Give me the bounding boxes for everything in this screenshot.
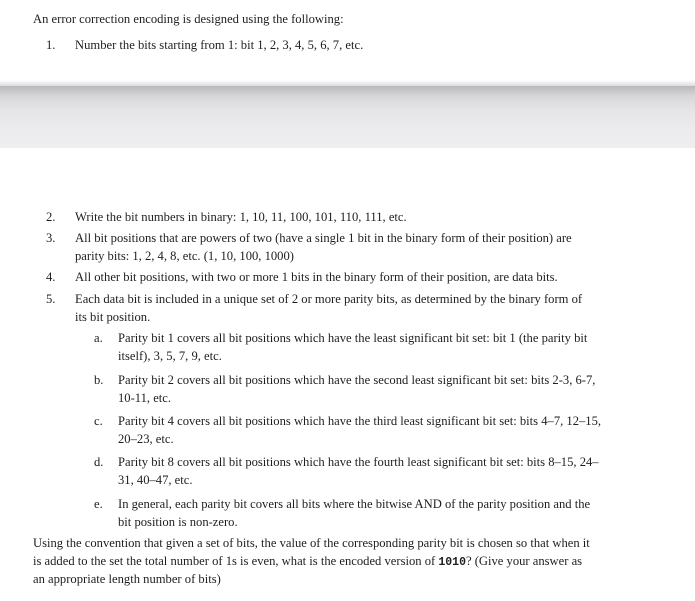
step-3-line-2: parity bits: 1, 2, 4, 8, etc. (1, 10, 100, 1000) [75,249,294,263]
subitem-d-letter: d. [94,455,104,469]
subitem-a-line-2: itself), 3, 5, 7, 9, etc. [118,349,222,363]
subitem-c-letter: c. [94,414,103,428]
subitem-b-line-2: 10-11, etc. [118,391,172,405]
question-line-2 [33,553,582,571]
step-2-text: Write the bit numbers in binary: 1, 10, 11, 100, 101, 110, 111, etc. [75,210,407,224]
question-code: 1010 [438,556,466,569]
subitem-e-line-1: In general, each parity bit covers all bits where the bitwise AND of the parity position and the [118,497,591,511]
step-1-number: 1. [46,38,56,52]
step-4-number: 4. [46,270,56,284]
question-line-3: an appropriate length number of bits) [33,572,221,586]
subitem-e-line-2: bit position is non-zero. [118,515,238,529]
step-5-number: 5. [46,292,56,306]
intro-text: An error correction encoding is designed using the following: [33,12,344,26]
subitem-d-line-1: Parity bit 8 covers all bit positions which have the fourth least significant bit set: bits 8–15, 24– [118,455,599,469]
subitem-a-letter: a. [94,331,103,345]
subitem-c-line-1: Parity bit 4 covers all bit positions which have the third least significant bit set: bits 4–7, 12–15, [118,414,602,428]
subitem-c-line-2: 20–23, etc. [118,432,174,446]
step-1-text: Number the bits starting from 1: bit 1, 2, 3, 4, 5, 6, 7, etc. [75,38,364,52]
subitem-e-letter: e. [94,497,103,511]
subitem-b-line-1: Parity bit 2 covers all bit positions which have the second least significant bit set: bits 2-3, 6-7, [118,373,596,387]
subitem-b-letter: b. [94,373,104,387]
question-line-2-start: is added to the set the total number of 1s is even, what is the encoded version of [33,554,439,568]
step-4-text: All other bit positions, with two or more 1 bits in the binary form of their position, are data bits. [75,270,558,284]
step-5-line-1: Each data bit is included in a unique set of 2 or more parity bits, as determined by the binary form of [75,292,583,306]
question-line-1: Using the convention that given a set of bits, the value of the corresponding parity bit is chosen so that when it [33,536,590,550]
step-2-number: 2. [46,210,56,224]
subitem-d-line-2: 31, 40–47, etc. [118,473,193,487]
screenshot-divider-band [0,86,695,148]
step-5-line-2: its bit position. [75,310,151,324]
step-3-number: 3. [46,231,56,245]
subitem-a-line-1: Parity bit 1 covers all bit positions which have the least significant bit set: bit 1 (the parity bit [118,331,588,345]
question-line-2-end: ? (Give your answer as [465,554,583,568]
step-3-line-1: All bit positions that are powers of two (have a single 1 bit in the binary form of their position) are [75,231,572,245]
